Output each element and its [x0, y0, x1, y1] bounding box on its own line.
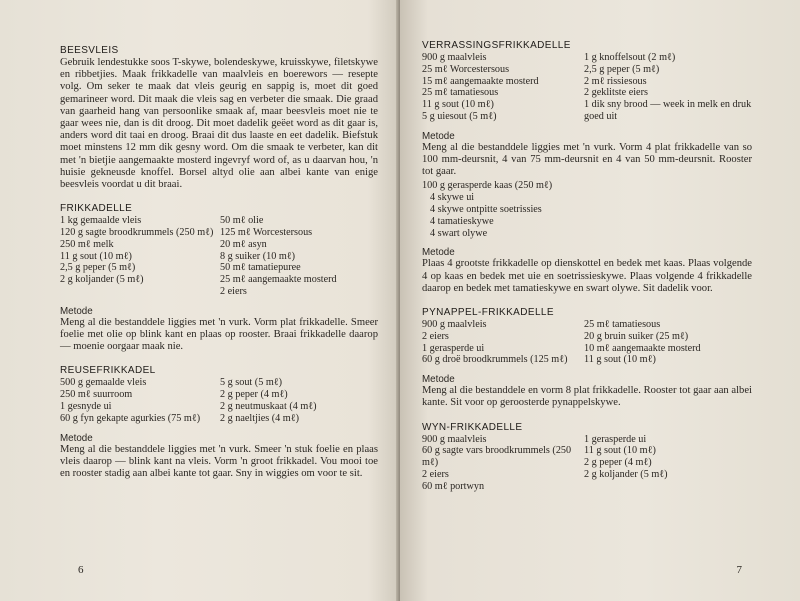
reusefrikkadel-heading: REUSEFRIKKADEL: [60, 365, 156, 377]
ingredient: 50 mℓ olie: [220, 215, 264, 227]
ingredient: 500 g gemaalde vleis: [60, 377, 147, 389]
verrassing-method2: Plaas 4 grootste frikkadelle op dienskottel en bedek met kaas. Plaas volgende 4 op kaas en bedek met uie en soetrissieskywe. Plaas volgende 4 frikkadelle daarop en bedek met tamatieskywe en swart olywe. Sit dadelik voor.: [422, 258, 752, 294]
ingredient: 2 g neutmuskaat (4 mℓ): [220, 401, 317, 413]
frikkadelle-ingredients: [60, 215, 378, 298]
topping-item: 4 tamatieskywe: [430, 215, 494, 227]
verrassing-method2-label: Metode: [422, 247, 455, 259]
ingredient: 8 g suiker (10 mℓ): [220, 250, 296, 262]
topping-item: 4 swart olywe: [430, 227, 488, 239]
ingredient: 50 mℓ tamatiepuree: [220, 262, 301, 274]
verrassing-method-label: Metode: [422, 130, 455, 142]
ingredient: 2 g koljander (5 mℓ): [60, 274, 144, 286]
ingredient: 20 g bruin suiker (25 mℓ): [584, 330, 689, 342]
ingredient: 25 mℓ tamatiesous: [422, 87, 499, 99]
pynappel-method-label: Metode: [422, 374, 455, 386]
wyn-heading: WYN-FRIKKADELLE: [422, 421, 523, 433]
ingredient: 1 g knoffelsout (2 mℓ): [584, 52, 676, 63]
ingredient: 2 eiers: [422, 468, 449, 480]
pynappel-method: Meng al die bestanddele en vorm 8 plat frikkadelle. Rooster tot gaar aan albei kante. Sit voor op geroosterde pynappelskywe.: [422, 385, 752, 409]
ingredient: 10 mℓ aangemaakte mosterd: [584, 342, 701, 354]
pynappel-heading: PYNAPPEL-FRIKKADELLE: [422, 306, 554, 318]
frikkadelle-method: Meng al die bestanddele liggies met 'n vurk. Vorm plat frikkadelle. Smeer foelie met olie op blink kant en plaas op rooster. Braai frikkadelle daarop — moenie oorgaar maak nie.: [60, 316, 378, 353]
wyn-ingredients: [422, 434, 752, 493]
ingredient: 15 mℓ aangemaakte mosterd: [422, 75, 539, 87]
ingredient: 60 g sagte vars broodkrummels (250 mℓ): [422, 445, 572, 469]
ingredient: 900 g maalvleis: [422, 52, 487, 63]
ingredient: 60 g fyn gekapte agurkies (75 mℓ): [60, 412, 201, 424]
ingredient: 1 dik sny brood — week in melk en druk goed uit: [584, 99, 752, 122]
frikkadelle-method-label: Metode: [60, 305, 93, 317]
beesvleis-heading: BEESVLEIS: [60, 45, 119, 56]
ingredient: 2,5 g peper (5 mℓ): [60, 262, 136, 274]
verrassing-method: Meng al die bestanddele liggies met 'n vurk. Vorm 4 plat frikkadelle van so 100 mm-deursnit, 4 van 75 mm-deursnit en 4 van 50 mm-deursnit. Rooster tot gaar.: [422, 141, 752, 178]
ingredient: 5 g uiesout (5 mℓ): [422, 110, 497, 122]
topping-item: 100 g gerasperde kaas (250 mℓ): [422, 180, 553, 192]
ingredient: 2 g naeltjies (4 mℓ): [220, 412, 300, 424]
ingredient: 1 gerasperde ui: [422, 342, 485, 354]
topping-item: 4 skywe ontpitte soetrissies: [430, 203, 542, 215]
ingredient: 11 g sout (10 mℓ): [60, 250, 132, 262]
ingredient: 1 gerasperde ui: [584, 433, 647, 445]
ingredient: 2 eiers: [422, 330, 449, 342]
ingredient: 60 g droë broodkrummels (125 mℓ): [422, 354, 568, 366]
page-number-right: 7: [736, 564, 742, 576]
ingredient: 5 g sout (5 mℓ): [220, 377, 283, 389]
ingredient: 2 mℓ rissiesous: [584, 75, 647, 87]
ingredient: 25 mℓ tamatiesous: [584, 318, 661, 330]
ingredient: 2 g koljander (5 mℓ): [584, 468, 668, 480]
ingredient: 11 g sout (10 mℓ): [422, 99, 494, 111]
ingredient: 900 g maalvleis: [422, 318, 487, 330]
ingredient: 125 mℓ Worcestersous: [220, 227, 313, 239]
ingredient: 2 g peper (4 mℓ): [584, 457, 652, 469]
ingredient: 250 mℓ suurroom: [60, 389, 133, 401]
frikkadelle-heading: FRIKKADELLE: [60, 203, 133, 215]
ingredient: 2,5 g peper (5 mℓ): [584, 63, 660, 75]
ingredient: 1 gesnyde ui: [60, 401, 112, 413]
topping-item: 4 skywe ui: [430, 192, 475, 204]
ingredient: 2 geklitste eiers: [584, 87, 648, 99]
verrassing-heading: VERRASSINGSFRIKKADELLE: [422, 40, 571, 51]
ingredient: 11 g sout (10 mℓ): [584, 354, 656, 366]
ingredient: 2 g peper (4 mℓ): [220, 389, 288, 401]
reusefrikkadel-ingredients: [60, 377, 378, 424]
ingredient: 60 mℓ portwyn: [422, 480, 485, 492]
page-number-left: 6: [78, 564, 84, 576]
reusefrikkadel-method: Meng al die bestanddele liggies met 'n vurk. Smeer 'n stuk foelie en plaas vleis daarop — blink kant na vleis. Vorm 'n groot frikkadel. Vou mooi toe en rooster stadig aan albei kante tot gaar. Sny in wiggies om voor te sit.: [60, 443, 378, 480]
beesvleis-text: Gebruik lendestukke soos T-skywe, bolendeskywe, kruisskywe, filetskywe en ribbetjies. Maak frikkadelle van maalvleis en boerewors — resepte volg. Om seker te maak dat vleis geurig en sappig is, moet dit goed gemarineer word. Dit maak die vleis sag en verbeter die smaak. Die graad van gaarheid hang van persoonlike smaak af, maar beesvleis moet nie te gaar wees nie, dan is dit droog. Dit moet dadelik geëet word as dit gaar is, anders word dit taai en droog. Braai dit dus laaste en eet dadelik. Biefstuk moet minstens 12 mm dik gesny word. Om die smaak te verbeter, kan dit met 'n bietjie aangemaakte mosterd ingevryf word of, as u daarvan hou, 'n huisie gekneusde knoffel. Borsel altyd olie aan albei kante van enige beesvleis voordat u dit braai.: [60, 57, 378, 191]
ingredient: 1 kg gemaalde vleis: [60, 215, 142, 227]
ingredient: 25 mℓ Worcestersous: [422, 63, 510, 75]
right-page: [400, 0, 800, 601]
ingredient: 11 g sout (10 mℓ): [584, 445, 656, 457]
verrassing-ingredients: [422, 52, 752, 123]
ingredient: 25 mℓ aangemaakte mosterd: [220, 274, 337, 286]
ingredient: 120 g sagte broodkrummels (250 mℓ): [60, 227, 214, 239]
reusefrikkadel-method-label: Metode: [60, 432, 93, 444]
pynappel-ingredients: [422, 319, 752, 366]
verrassing-topping: [422, 180, 752, 239]
ingredient: 250 mℓ melk: [60, 238, 114, 250]
ingredient: 2 eiers: [220, 286, 247, 298]
ingredient: 20 mℓ asyn: [220, 238, 267, 250]
ingredient: 900 g maalvleis: [422, 433, 487, 445]
